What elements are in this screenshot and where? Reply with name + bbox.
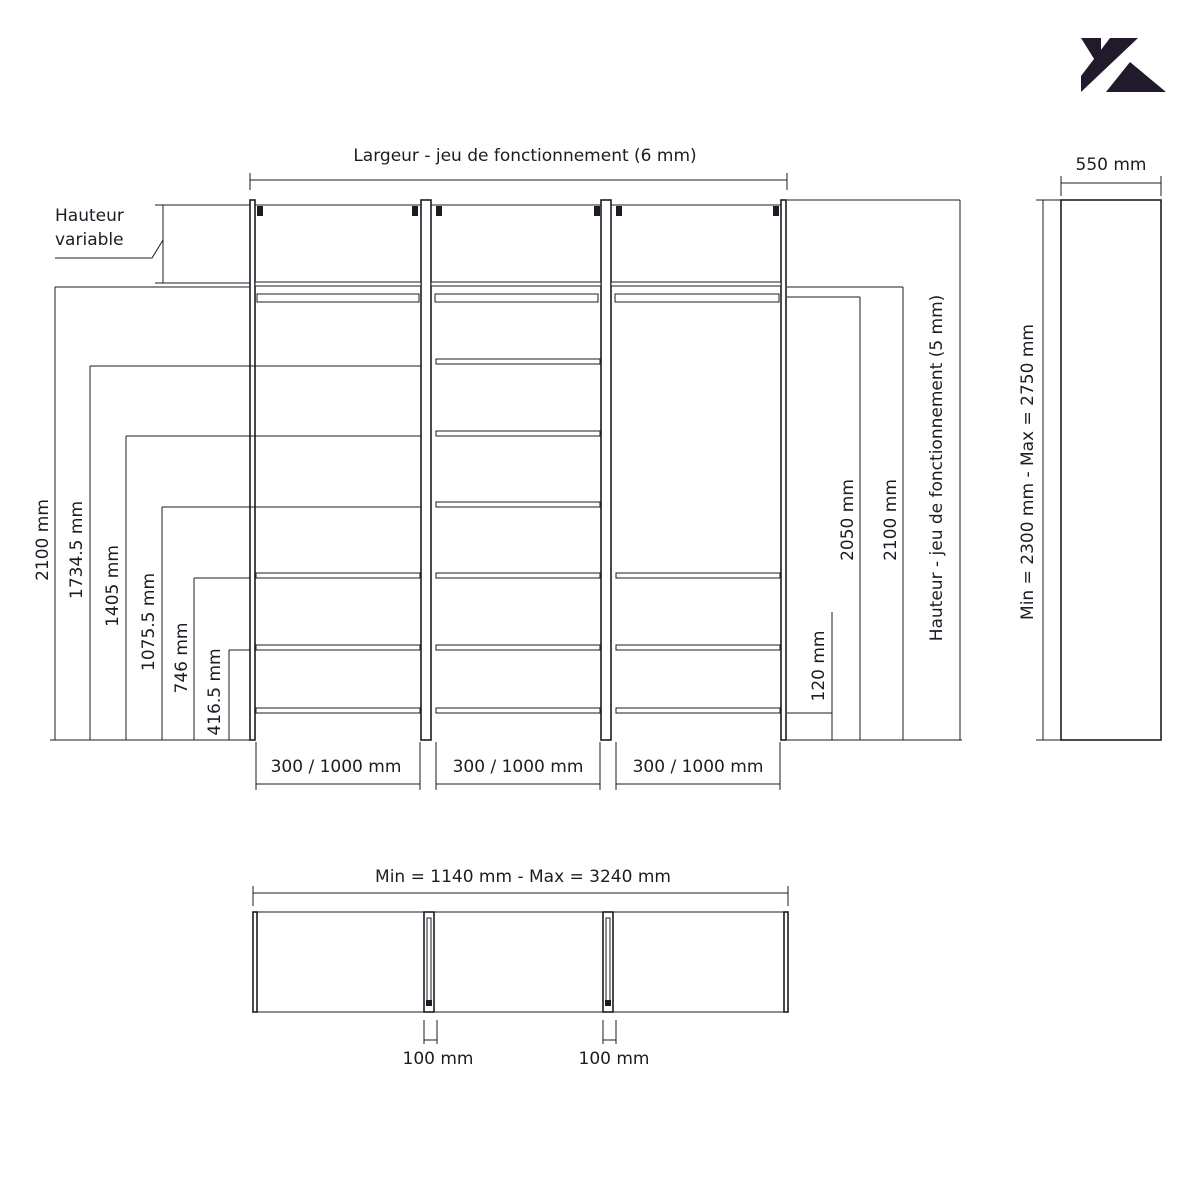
upright-4 [781, 200, 786, 740]
variable-height-label-2: variable [55, 230, 124, 250]
dim-label-746: 746 mm [172, 622, 192, 694]
dim-label-1075: 1075.5 mm [139, 572, 159, 672]
brand-logo [1081, 38, 1166, 92]
gap-label-1: 100 mm [402, 1049, 474, 1069]
upright-1 [250, 200, 255, 740]
top-upright-1 [253, 912, 257, 1012]
dim-label-1405: 1405 mm [103, 545, 123, 627]
left-dimensions [33, 287, 421, 740]
module-width-3: 300 / 1000 mm [632, 757, 764, 777]
top-brackets [255, 205, 781, 216]
width-label: Largeur - jeu de fonctionnement (6 mm) [353, 146, 697, 166]
depth-label: 550 mm [1075, 155, 1147, 175]
top-connector-2 [606, 918, 610, 1002]
dim-label-1734: 1734.5 mm [67, 500, 87, 600]
side-view [1018, 155, 1161, 740]
side-panel [1061, 200, 1161, 740]
top-upright-2 [424, 912, 434, 1012]
dim-label-120: 120 mm [809, 630, 829, 702]
module-width-2: 300 / 1000 mm [452, 757, 584, 777]
upright-3 [601, 200, 611, 740]
module-width-dimensions [256, 742, 780, 790]
upright-2 [421, 200, 431, 740]
top-upright-4 [784, 912, 788, 1012]
dim-label-2050: 2050 mm [838, 479, 858, 561]
dim-label-height-play: Hauteur - jeu de fonctionnement (5 mm) [927, 294, 947, 642]
variable-height-label-1: Hauteur [55, 206, 124, 226]
top-upright-3 [603, 912, 613, 1012]
top-view [253, 867, 788, 1069]
dim-label-416: 416.5 mm [205, 648, 225, 736]
middle-column-shelves [436, 359, 600, 507]
module-width-1: 300 / 1000 mm [270, 757, 402, 777]
top-connector-1 [427, 918, 431, 1002]
front-view [33, 146, 962, 790]
lower-shelves [256, 573, 780, 713]
gap-label-2: 100 mm [578, 1049, 650, 1069]
top-shelves [255, 282, 781, 302]
width-range-label: Min = 1140 mm - Max = 3240 mm [375, 867, 671, 887]
dim-label-2100: 2100 mm [33, 499, 53, 581]
height-range-label: Min = 2300 mm - Max = 2750 mm [1018, 324, 1038, 620]
right-dimensions [787, 200, 960, 740]
dim-label-2100-right: 2100 mm [881, 479, 901, 561]
